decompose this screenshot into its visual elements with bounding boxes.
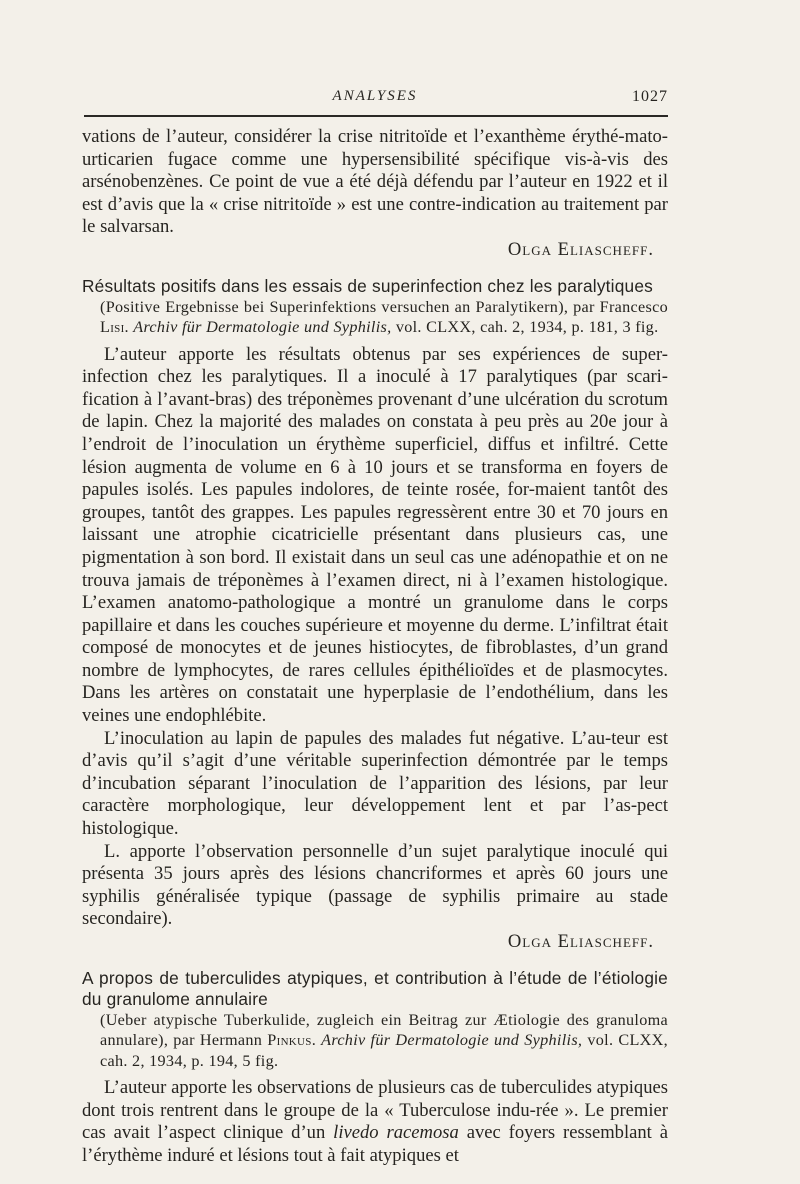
signature-text: Olga Eliascheff. <box>507 238 654 260</box>
intro-text: vations de l’auteur, considérer la crise nitritoïde et l’exanthème érythé-mato-urticarien fugace comme une hypersensibilité spécifique vis-à-vis des arsénobenzènes. Ce point de vue a été déjà défendu par l’auteur en 1922 et il est d’avis que la « crise nitritoïde » est une contre-indication au traitement par le salvarsan. <box>82 126 668 238</box>
article2-para-a: L’auteur apporte les observations de plusieurs cas de tuberculides atypiques dont trois rentrent dans le groupe de la « Tuberculose indu-rée ». Le premier cas avait l’aspect clinique d’un <box>82 1077 668 1144</box>
article1-author: Lisi. <box>100 318 129 337</box>
article2-para-b: avec foyers ressemblant à l’érythème induré et lésions tout à fait atypiques et <box>82 1122 668 1166</box>
header-rule <box>84 115 668 117</box>
page-header <box>82 88 668 112</box>
article1-heading <box>82 276 668 338</box>
article2-para-italic: livedo racemosa <box>333 1122 459 1144</box>
signature-text: Olga Eliascheff. <box>507 931 654 952</box>
article1-ref-part2: vol. CLXX, cah. 2, 1934, p. 181, 3 fig. <box>395 318 659 337</box>
running-title: ANALYSES <box>332 88 418 104</box>
article2-ref-part1: (Ueber atypische Tuberkulide, zugleich ein Beitrag zur Ætiologie des granuloma annulare), par Hermann <box>100 1010 668 1050</box>
article2-author: Pinkus. <box>267 1031 317 1050</box>
page-number: 1027 <box>632 88 668 105</box>
article2-reference <box>100 1010 668 1072</box>
article1-paragraph-2: L’inoculation au lapin de papules des malades fut négative. L’au-teur est d’avis qu’il s’agit d’une véritable superinfection démontrée par le temps d’incubation séparant l’inoculation de l’apparition des lésions, par leur caractère morphologique, leur développement lent et par l’as-pect histologique. <box>82 727 668 840</box>
article1-title: Résultats positifs dans les essais de superinfection chez les paralytiques <box>82 275 653 296</box>
article1-reference <box>100 297 668 338</box>
article2-ref-part2: vol. CLXX, cah. 2, 1934, p. 194, 5 fig. <box>100 1031 668 1070</box>
article1-paragraph-3: L. apporte l’observation personnelle d’un sujet paralytique inoculé qui présenta 35 jours après des lésions chancriformes et après 60 jours une syphilis généralisée typique (passage de syphilis primaire au stade secondaire). <box>82 840 668 930</box>
article2-heading <box>82 968 668 1072</box>
article1-ref-part1: (Positive Ergebnisse bei Superinfektions versuchen an Paralytikern), par Francesco <box>100 297 668 316</box>
article2-journal: Archiv für Dermatologie und Syphilis, <box>321 1031 583 1050</box>
article1-journal: Archiv für Dermatologie und Syphilis, <box>133 318 392 337</box>
article1-paragraph-1: L’auteur apporte les résultats obtenus par ses expériences de super-infection chez les paralytiques. Il a inoculé à 17 paralytiques (par scari-fication à l’avant-bras) des tréponèmes provenant d’une ulcération du scrotum de lapin. Chez la majorité des malades on constata à peu près au 20e jour à l’endroit de l’inoculation un érythème superficiel, diffus et infiltré. Cette lésion augmenta de volume en 6 à 10 jours et se transforma en foyers de papules isolés. Les papules indolores, de teinte rosée, for-maient tantôt des groupes, tantôt des grappes. Les papules regressèrent entre 30 et 70 jours en laissant une atrophie cicatricielle présentant dans plusieurs cas, une pigmentation à son bord. Il existait dans un seul cas une adénopathie et on ne trouva jamais de tréponèmes à l’examen direct, ni à l’examen histologique. L’examen anatomo-pathologique a montré un granulome dans le corps papillaire et dans les couches supérieure et moyenne du derme. L’infiltrat était composé de monocytes et de jeunes histiocytes, de fibroblastes, d’un grand nombre de lymphocytes, de rares cellules épithélioïdes et de plasmocytes. Dans les artères on constatait une hyperplasie de l’endothélium, dans les veines une endophlébite. <box>82 343 668 727</box>
intro-signature <box>82 239 668 262</box>
intro-paragraph <box>82 126 668 239</box>
article1-signature <box>82 931 668 954</box>
page-body <box>82 126 668 1167</box>
article2-paragraph-1 <box>82 1077 668 1167</box>
article2-title: A propos de tuberculides atypiques, et contribution à l’étude de l’étiologie du granulome annulaire <box>82 967 668 1009</box>
